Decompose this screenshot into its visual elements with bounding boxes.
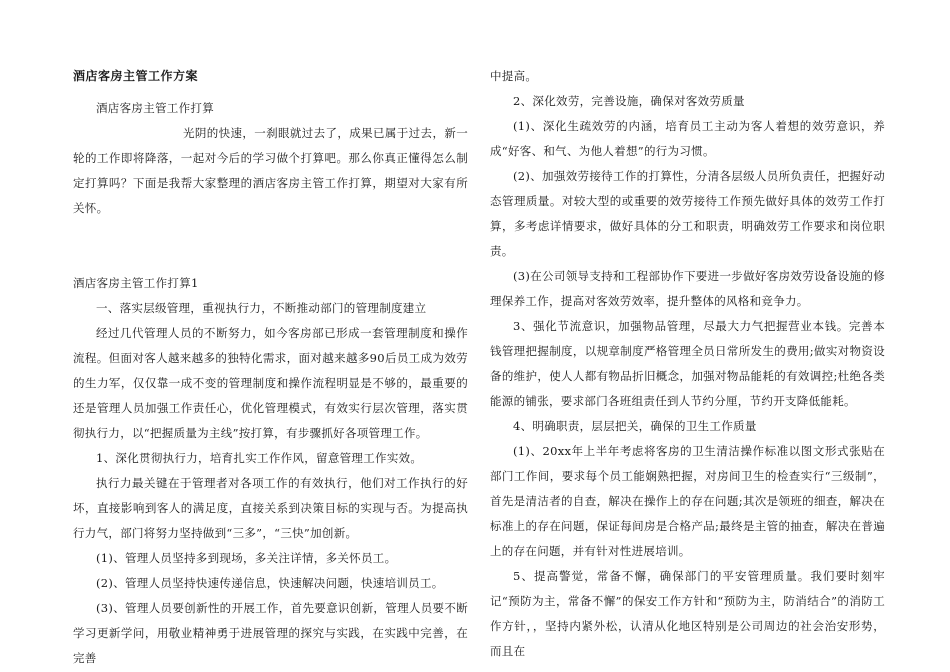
document-title: 酒店客房主管工作方案 bbox=[73, 69, 199, 83]
paragraph: (2)、加强效劳接待工作的打算性，分清各层级人员所负责任，把握好动态管理质量。对较大型的或重要的效劳接待工作预先做好具体的效劳工作打算，多考虑详情要求，做好具体的分工和职责，明确效劳工作要求和岗位职责。 bbox=[490, 169, 885, 258]
paragraph: (2)、管理人员坚持快速传递信息，快速解决问题，快速培训员工。 bbox=[96, 576, 444, 590]
section-spacer bbox=[73, 221, 468, 271]
paragraph: 5、提高警觉，常备不懈，确保部门的平安管理质量。我们要时刻牢记“预防为主，常备不懈”的保安工作方针和“预防为主，防消结合”的消防工作方针，，坚持内紧外松，认清从化地区特别是公司周边的社会治安形势，而且在 bbox=[490, 569, 885, 658]
intro-paragraph: 光阴的快速，一刹眼就过去了，成果已属于过去，新一轮的工作即将降落，一起对今后的学习做个打算吧。那么你真正懂得怎么制定打算吗？下面是我帮大家整理的酒店客房主管工作打算，期望对大家有所关怀。 bbox=[73, 126, 468, 215]
paragraph: (1)、管理人员坚持多到现场，多关注详情，多关怀员工。 bbox=[96, 551, 397, 565]
section-title: 酒店客房主管工作打算1 bbox=[73, 276, 199, 290]
right-column bbox=[490, 64, 885, 664]
paragraph: (1)、深化生疏效劳的内涵，培育员工主动为客人着想的效劳意识，养成“好客、和气、为他人着想”的行为习惯。 bbox=[490, 119, 885, 158]
paragraph: (3)、管理人员要创新性的开展工作，首先要意识创新，管理人员要不断学习更新学问，用敬业精神勇于进展管理的探究与实践，在实践中完善，在完善 bbox=[73, 601, 468, 665]
paragraph: 执行力最关键在于管理者对各项工作的有效执行，他们对工作执行的好坏，直接影响到客人的满足度，直接关系到决策目标的实现与否。为提高执行力气，部门将努力坚持做到“三多”，“三快”加创新。 bbox=[73, 476, 468, 540]
left-column bbox=[73, 64, 468, 671]
paragraph: 1、深化贯彻执行力，培育扎实工作作风，留意管理工作实效。 bbox=[96, 451, 423, 465]
paragraph: 4、明确职责，层层把关，确保的卫生工作质量 bbox=[513, 419, 757, 433]
paragraph: 经过几代管理人员的不断努力，如今客房部已形成一套管理制度和操作流程。但面对客人越来越多的独特化需求，面对越来越多90后员工成为效劳的生力军，仅仅靠一成不变的管理制度和操作流程明显是不够的，最重要的还是管理人员加强工作责任心，优化管理模式，有效实行层次管理，落实贯彻执行力，以“把握质量为主线”按打算，有步骤抓好各项管理工作。 bbox=[73, 326, 468, 440]
document-subtitle: 酒店客房主管工作打算 bbox=[96, 101, 214, 115]
paragraph: 一、落实层级管理，重视执行力，不断推动部门的管理制度建立 bbox=[96, 301, 427, 315]
paragraph: 3、强化节流意识，加强物品管理，尽最大力气把握营业本钱。完善本钱管理把握制度，以规章制度严格管理全员日常所发生的费用;做实对物资设备的维护，使人人都有物品折旧概念，加强对物品能耗的有效调控;杜绝各类能源的铺张，要求部门各班组责任到人节约分厘，节约开支降低能耗。 bbox=[490, 319, 885, 408]
paragraph: (1)、20xx年上半年考虑将客房的卫生清洁操作标准以图文形式张贴在部门工作间，要求每个员工能娴熟把握，对房间卫生的检查实行“三级制”，首先是清洁者的自查，解决在操作上的存在问题;其次是领班的细查，解决在标准上的存在问题，保证每间房是合格产品;最终是主管的抽查，解决在普遍上的存在问题，并有针对性进展培训。 bbox=[490, 444, 885, 558]
paragraph: 2、深化效劳，完善设施，确保对客效劳质量 bbox=[513, 94, 745, 108]
paragraph: 中提高。 bbox=[490, 69, 538, 83]
paragraph: (3)在公司领导支持和工程部协作下要进一步做好客房效劳设备设施的修理保养工作，提高对客效劳效率，提升整体的风格和竞争力。 bbox=[490, 269, 885, 308]
